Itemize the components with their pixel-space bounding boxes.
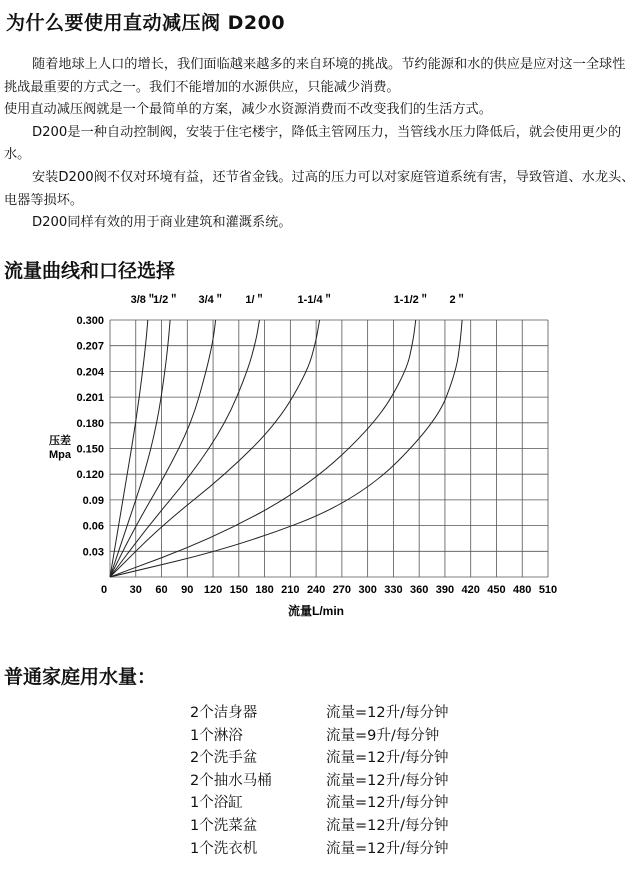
- y-tick-label: 0.06: [82, 520, 104, 533]
- x-tick-label: 210: [281, 584, 300, 596]
- x-tick-label: 360: [409, 584, 429, 596]
- x-axis-label: 流量L/min: [288, 604, 344, 618]
- flow-value: 流量=12升/每分钟: [326, 840, 449, 857]
- y-axis-label-1: 压差: [49, 435, 71, 447]
- curve-size-label: 1-1/4＂: [297, 294, 334, 306]
- curve-size-label: 3/8＂: [130, 294, 157, 306]
- y-tick-label: 0.201: [76, 392, 104, 405]
- paragraph-1: 随着地球上人口的增长，我们面临越来越多的来自环境的挑战。节约能源和水的供应是应对这一全球性挑战最重要的方式之一。我们不能增加的水源供应，只能减少消费。: [4, 57, 626, 95]
- x-tick-label: 420: [461, 584, 480, 596]
- fixture-name: 1个浴缸: [190, 795, 243, 812]
- usage-row: [190, 815, 449, 838]
- y-tick-label: 0.09: [82, 494, 104, 507]
- fixture-name: 2个洗手盆: [190, 750, 258, 767]
- paragraph-3: D200是一种自动控制阀，安装于住宅楼宇，降低主管网压力，当管线水压力降低后，就会使用更少的水。: [4, 124, 622, 163]
- fixture-name: 2个洁身器: [190, 705, 258, 721]
- flow-section-title: 流量曲线和口径选择: [4, 260, 176, 282]
- y-tick-label: 0.204: [76, 366, 104, 379]
- flow-value: 流量=12升/每分钟: [326, 817, 449, 834]
- y-tick-label: 0.03: [82, 546, 104, 559]
- chart-grid: [110, 320, 548, 577]
- flow-value: 流量=12升/每分钟: [326, 772, 449, 789]
- usage-row: [190, 792, 449, 815]
- x-tick-label: 60: [155, 584, 168, 596]
- x-tick-label: 120: [203, 584, 223, 596]
- fixture-name: 1个淋浴: [190, 727, 243, 744]
- x-tick-label: 0: [100, 584, 108, 596]
- y-tick-label: 0.180: [76, 417, 104, 430]
- usage-table: [190, 702, 449, 860]
- chart-labels: [76, 293, 557, 596]
- x-tick-label: 450: [487, 584, 506, 596]
- fixture-name: 1个洗菜盆: [190, 817, 258, 834]
- x-tick-label: 270: [332, 584, 352, 596]
- usage-row: [190, 725, 449, 748]
- usage-row: [190, 702, 449, 725]
- flow-curve-chart: [0, 286, 640, 636]
- usage-row: [190, 747, 449, 770]
- x-tick-label: 510: [538, 584, 558, 596]
- x-tick-label: 90: [181, 584, 194, 596]
- flow-value: 流量=9升/每分钟: [326, 727, 440, 744]
- curve-size-label: 1/＂: [245, 294, 266, 306]
- curve-size-label: 2＂: [449, 294, 467, 306]
- flow-value: 流量=12升/每分钟: [326, 795, 449, 812]
- x-tick-label: 300: [358, 584, 377, 596]
- paragraph-4: 安装D200阀不仅对环境有益，还节省金钱。过高的压力可以对家庭管道系统有害，导致管道、水龙头、电器等损坏。: [4, 169, 635, 208]
- curve-size-label: 1/2＂: [152, 294, 180, 306]
- x-tick-label: 240: [306, 584, 326, 596]
- usage-section-title: 普通家庭用水量：: [4, 666, 157, 688]
- flow-value: 流量=12升/每分钟: [326, 750, 449, 767]
- y-tick-label: 0.300: [76, 315, 104, 327]
- x-tick-label: 390: [435, 584, 455, 596]
- x-tick-label: 30: [129, 584, 142, 596]
- curve-size-label: 3/4＂: [198, 294, 225, 306]
- x-tick-label: 180: [255, 584, 274, 596]
- fixture-name: 1个洗衣机: [190, 840, 258, 857]
- y-tick-label: 0.120: [76, 469, 104, 482]
- x-tick-label: 330: [384, 584, 403, 596]
- flow-value: 流量=12升/每分钟: [326, 705, 449, 721]
- page-title: 为什么要使用直动减压阀 D200: [6, 12, 286, 34]
- x-tick-label: 150: [229, 584, 249, 596]
- x-tick-label: 480: [513, 584, 532, 596]
- y-tick-label: 0.150: [76, 443, 104, 456]
- y-axis-label-2: Mpa: [49, 449, 71, 461]
- paragraph-5: D200同样有效的用于商业建筑和灌溉系统。: [32, 215, 292, 231]
- usage-row: [190, 838, 449, 861]
- paragraph-2: 使用直动减压阀就是一个最简单的方案，减少水资源消费而不改变我们的生活方式。: [4, 102, 492, 118]
- fixture-name: 2个抽水马桶: [190, 772, 272, 789]
- intro-text: [4, 54, 638, 235]
- usage-row: [190, 770, 449, 793]
- curve-size-label: 1-1/2＂: [393, 294, 430, 306]
- y-tick-label: 0.207: [76, 340, 104, 353]
